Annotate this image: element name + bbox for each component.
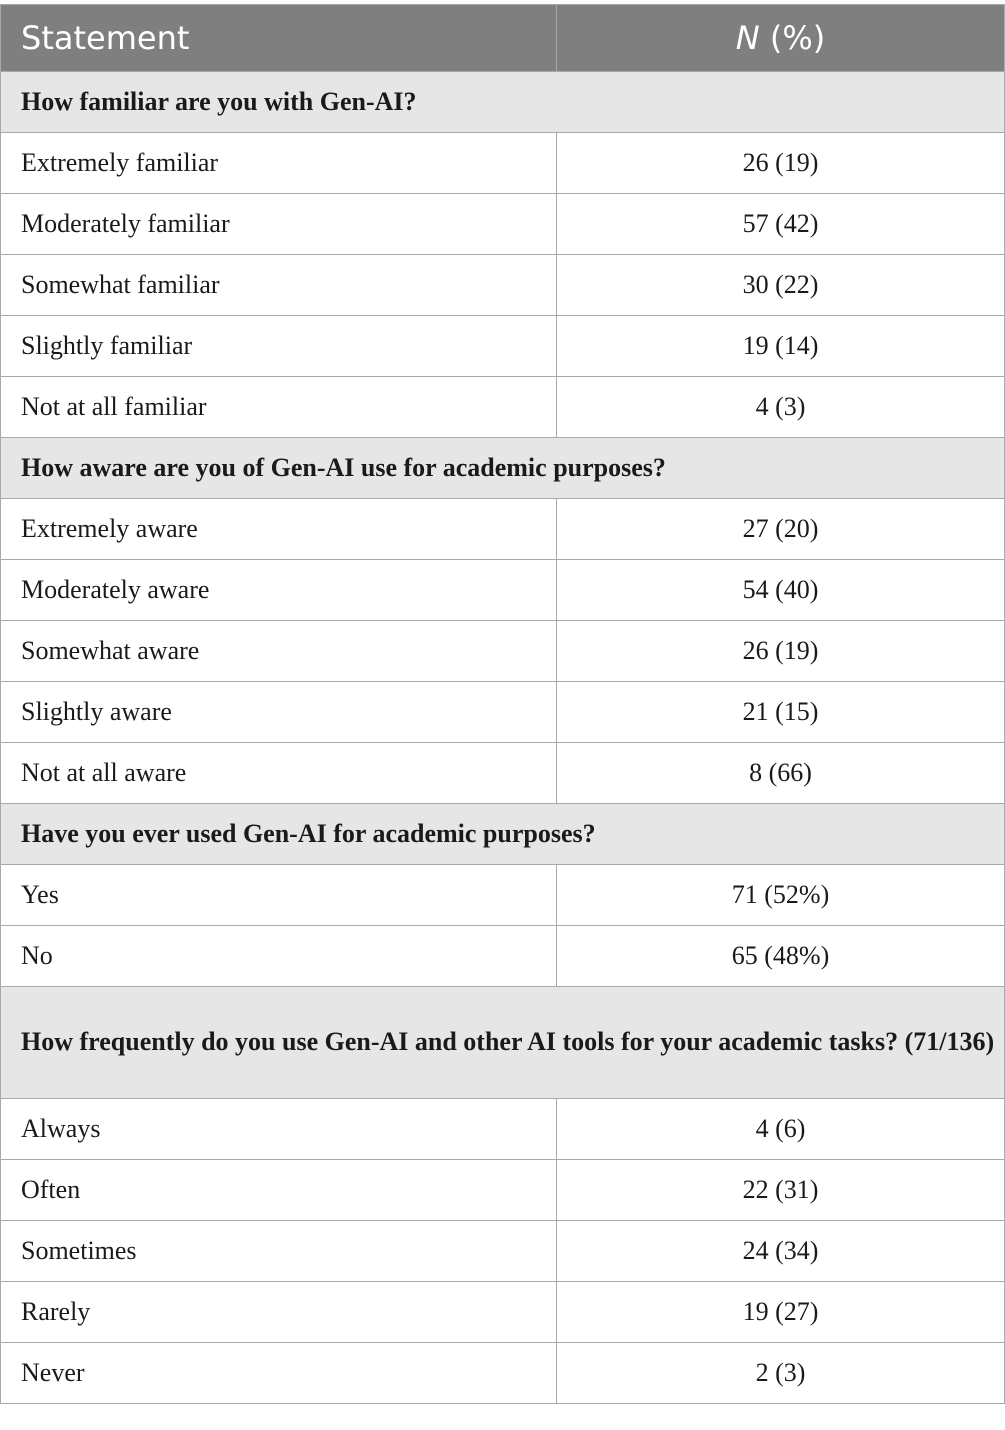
section-row-usage [1, 804, 1005, 865]
section-question: How familiar are you with Gen-AI? [1, 72, 1005, 133]
table-row [1, 133, 1005, 194]
row-label: Slightly aware [1, 682, 557, 743]
row-value: 30 (22) [557, 255, 1005, 316]
table-row [1, 377, 1005, 438]
row-label: Not at all familiar [1, 377, 557, 438]
row-label: Somewhat aware [1, 621, 557, 682]
survey-results-table [0, 4, 1005, 1404]
table-row [1, 621, 1005, 682]
row-value: 2 (3) [557, 1343, 1005, 1404]
table-row [1, 1343, 1005, 1404]
row-label: Extremely aware [1, 499, 557, 560]
table-row [1, 1282, 1005, 1343]
row-label: Slightly familiar [1, 316, 557, 377]
row-value: 19 (14) [557, 316, 1005, 377]
table-row [1, 1221, 1005, 1282]
section-question: How frequently do you use Gen-AI and other AI tools for your academic tasks? (71/136) [1, 987, 1005, 1099]
row-label: Always [1, 1099, 557, 1160]
row-value: 4 (3) [557, 377, 1005, 438]
row-value: 4 (6) [557, 1099, 1005, 1160]
table-row [1, 682, 1005, 743]
row-label: Extremely familiar [1, 133, 557, 194]
row-value: 8 (66) [557, 743, 1005, 804]
row-label: Often [1, 1160, 557, 1221]
row-label: Yes [1, 865, 557, 926]
row-value: 65 (48%) [557, 926, 1005, 987]
row-value: 24 (34) [557, 1221, 1005, 1282]
table-row [1, 194, 1005, 255]
row-value: 22 (31) [557, 1160, 1005, 1221]
row-value: 26 (19) [557, 133, 1005, 194]
table-row [1, 255, 1005, 316]
row-value: 57 (42) [557, 194, 1005, 255]
row-label: Moderately aware [1, 560, 557, 621]
table-row [1, 560, 1005, 621]
table-row [1, 865, 1005, 926]
row-value: 71 (52%) [557, 865, 1005, 926]
row-value: 26 (19) [557, 621, 1005, 682]
section-row-awareness [1, 438, 1005, 499]
row-label: No [1, 926, 557, 987]
statement-column-header: Statement [1, 5, 557, 72]
table-row [1, 1099, 1005, 1160]
row-value: 19 (27) [557, 1282, 1005, 1343]
row-label: Not at all aware [1, 743, 557, 804]
section-question: Have you ever used Gen-AI for academic purposes? [1, 804, 1005, 865]
section-row-familiarity [1, 72, 1005, 133]
table-row [1, 316, 1005, 377]
row-label: Moderately familiar [1, 194, 557, 255]
row-label: Somewhat familiar [1, 255, 557, 316]
row-label: Sometimes [1, 1221, 557, 1282]
percent-symbol: (%) [759, 19, 826, 57]
row-label: Rarely [1, 1282, 557, 1343]
table-row [1, 926, 1005, 987]
table-header-row [1, 5, 1005, 72]
table-row [1, 1160, 1005, 1221]
row-label: Never [1, 1343, 557, 1404]
row-value: 54 (40) [557, 560, 1005, 621]
n-percent-column-header [557, 5, 1005, 72]
table-row [1, 743, 1005, 804]
row-value: 21 (15) [557, 682, 1005, 743]
table-row [1, 499, 1005, 560]
section-question: How aware are you of Gen-AI use for academic purposes? [1, 438, 1005, 499]
n-symbol: N [735, 19, 760, 57]
row-value: 27 (20) [557, 499, 1005, 560]
section-row-frequency [1, 987, 1005, 1099]
